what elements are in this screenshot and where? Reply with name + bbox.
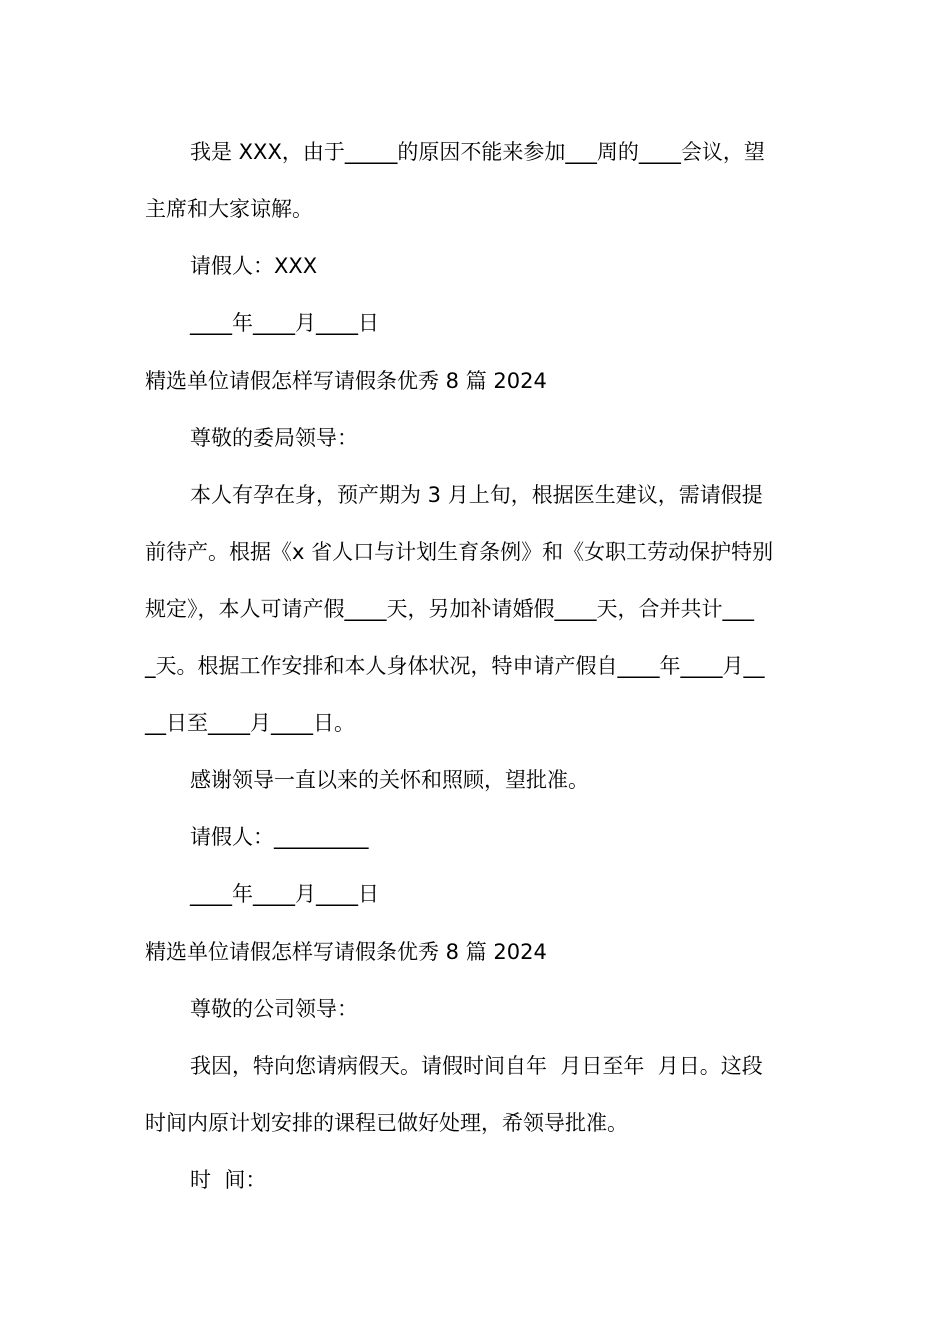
paragraph-maternity-cont: 前待产。根据《x 省人口与计划生育条例》和《女职工劳动保护特别 bbox=[145, 540, 774, 564]
salutation: 尊敬的委局领导： bbox=[190, 426, 358, 450]
salutation: 尊敬的公司领导： bbox=[190, 997, 358, 1021]
paragraph-maternity-cont: __日至____月____日。 bbox=[145, 711, 355, 735]
paragraph-meeting-leave: 我是 XXX，由于_____的原因不能来参加___周的____会议，望 bbox=[190, 140, 765, 164]
section-heading: 精选单位请假怎样写请假条优秀 8 篇 2024 bbox=[145, 940, 547, 964]
paragraph-maternity-cont: _天。根据工作安排和本人身体状况，特申请产假自____年____月__ bbox=[145, 654, 765, 678]
time-label: 时 间： bbox=[190, 1168, 267, 1192]
paragraph-maternity-cont: 规定》，本人可请产假____天，另加补请婚假____天，合并共计___ bbox=[145, 597, 754, 621]
date-line: ____年____月____日 bbox=[190, 311, 379, 335]
section-heading: 精选单位请假怎样写请假条优秀 8 篇 2024 bbox=[145, 369, 547, 393]
paragraph-maternity: 本人有孕在身，预产期为 3 月上旬，根据医生建议，需请假提 bbox=[190, 483, 763, 507]
thanks-line: 感谢领导一直以来的关怀和照顾，望批准。 bbox=[190, 768, 589, 792]
date-line: ____年____月____日 bbox=[190, 882, 379, 906]
applicant-line: 请假人：_________ bbox=[190, 825, 369, 849]
paragraph-sick-leave: 我因，特向您请病假天。请假时间自年 月日至年 月日。这段 bbox=[190, 1054, 763, 1078]
paragraph-sick-leave-cont: 时间内原计划安排的课程已做好处理，希领导批准。 bbox=[145, 1111, 628, 1135]
applicant-line: 请假人：XXX bbox=[190, 254, 318, 278]
paragraph-meeting-leave-cont: 主席和大家谅解。 bbox=[145, 197, 313, 221]
